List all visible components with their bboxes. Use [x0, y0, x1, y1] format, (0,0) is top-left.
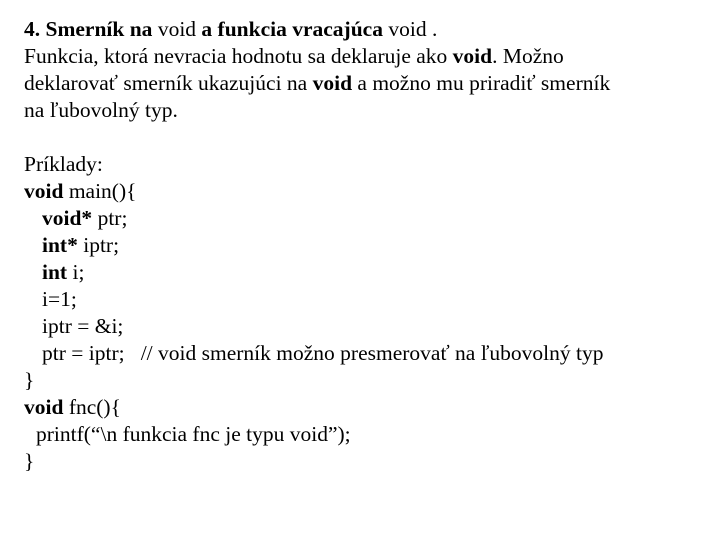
heading-number: 4. — [24, 17, 41, 41]
keyword-void: void — [24, 179, 64, 203]
paragraph-text: a možno mu priradiť smerník — [352, 71, 611, 95]
code-text: main(){ — [63, 179, 137, 203]
keyword-void: void — [24, 395, 64, 419]
code-line-1 — [24, 205, 704, 232]
code-text: fnc(){ — [63, 395, 121, 419]
heading-bold-1: Smerník na — [45, 17, 153, 41]
heading-plain-1: void — [157, 17, 197, 41]
code-text: ptr; — [92, 206, 128, 230]
paragraph-text: . Možno — [492, 44, 564, 68]
code-fnc-signature — [24, 394, 704, 421]
code-text: iptr; — [77, 233, 120, 257]
paragraph-text: Funkcia, ktorá nevracia hodnotu sa deklaruje ako — [24, 44, 453, 68]
paragraph-line-1 — [24, 43, 704, 70]
keyword-void: void — [452, 44, 493, 68]
code-line-2 — [24, 232, 704, 259]
code-line-6: ptr = iptr; // void smerník možno presmerovať na ľubovolný typ — [42, 341, 604, 365]
heading — [24, 16, 704, 43]
code-line-3 — [24, 259, 704, 286]
spacer — [24, 124, 704, 151]
keyword-void-pointer: void* — [42, 206, 93, 230]
paragraph-line-2 — [24, 70, 704, 97]
examples-label: Príklady: — [24, 152, 103, 176]
keyword-int-pointer: int* — [42, 233, 78, 257]
paragraph-line-3: na ľubovolný typ. — [24, 98, 178, 122]
code-text: i; — [67, 260, 85, 284]
code-printf: printf(“\n funkcia fnc je typu void”); — [36, 422, 351, 446]
heading-bold-2: a funkcia vracajúca — [201, 17, 383, 41]
code-main-signature — [24, 178, 704, 205]
code-close-brace-1: } — [24, 368, 35, 392]
slide-content — [24, 16, 704, 475]
code-line-4: i=1; — [42, 287, 77, 311]
code-line-5: iptr = &i; — [42, 314, 124, 338]
keyword-int: int — [42, 260, 68, 284]
keyword-void: void — [312, 71, 353, 95]
heading-plain-2: void . — [388, 17, 438, 41]
paragraph-text: deklarovať smerník ukazujúci na — [24, 71, 313, 95]
code-close-brace-2: } — [24, 449, 35, 473]
